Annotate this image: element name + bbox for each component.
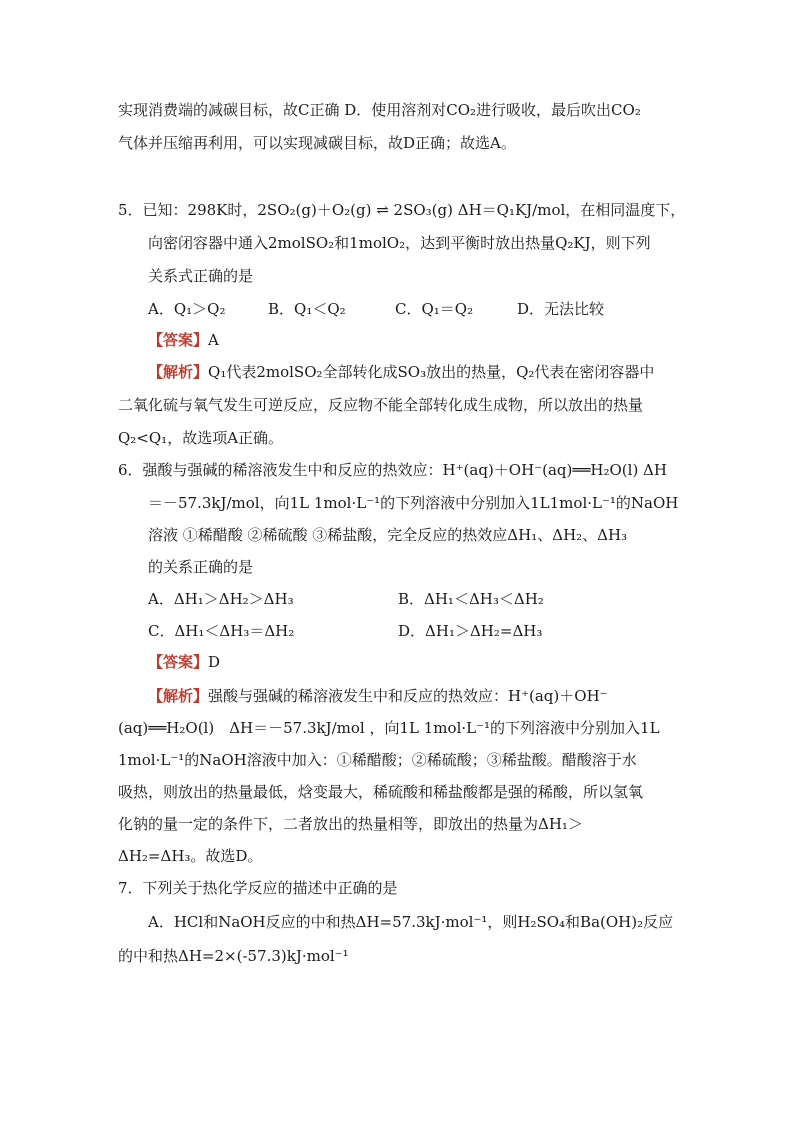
q6-analysis-line-3: 1mol·L⁻¹的NaOH溶液中加入：①稀醋酸；②稀硫酸；③稀盐酸。醋酸溶于水 — [118, 751, 637, 769]
answer-value: D — [208, 653, 221, 671]
q6-stem-line-2: ＝－57.3kJ/mol，向1L 1mol·L⁻¹的下列溶液中分别加入1L1mol·L⁻¹的NaOH — [148, 494, 679, 512]
q7-option-a-line-2: 的中和热ΔH=2×(-57.3)kJ·mol⁻¹ — [118, 947, 349, 965]
q6-analysis-line-1 — [148, 686, 608, 706]
answer-value: A — [208, 331, 219, 349]
answer-tag: 【答案】 — [148, 331, 209, 349]
analysis-text: Q₁代表2molSO₂全部转化成SO₃放出的热量，Q₂代表在密闭容器中 — [208, 363, 655, 381]
q6-option-c: C．ΔH₁＜ΔH₃＝ΔH₂ — [148, 622, 295, 640]
q5-option-c: C．Q₁＝Q₂ — [395, 300, 474, 318]
q6-analysis-line-5: 化钠的量一定的条件下，二者放出的热量相等，即放出的热量为ΔH₁＞ — [118, 815, 583, 833]
q5-option-b: B．Q₁＜Q₂ — [268, 300, 346, 318]
q6-option-d: D．ΔH₁＞ΔH₂=ΔH₃ — [398, 622, 543, 640]
q6-option-a: A．ΔH₁＞ΔH₂＞ΔH₃ — [148, 590, 294, 608]
q6-analysis-line-4: 吸热，则放出的热量最低，焓变最大，稀硫酸和稀盐酸都是强的稀酸，所以氢氧 — [118, 783, 644, 801]
q6-analysis-line-2: (aq)══H₂O(l) ΔH＝－57.3kJ/mol ，向1L 1mol·L⁻¹的下列溶液中分别加入1L — [118, 719, 660, 737]
analysis-text: 强酸与强碱的稀溶液发生中和反应的热效应：H⁺(aq)＋OH⁻ — [208, 687, 608, 705]
q5-option-a: A．Q₁＞Q₂ — [148, 300, 226, 318]
q5-stem-line-1: 5．已知：298K时，2SO₂(g)＋O₂(g) ⇌ 2SO₃(g) ΔH＝Q₁KJ/mol，在相同温度下， — [118, 201, 686, 219]
q6-stem-line-1: 6．强酸与强碱的稀溶液发生中和反应的热效应：H⁺(aq)＋OH⁻(aq)══H₂O(l) ΔH — [118, 461, 667, 479]
q6-analysis-line-6: ΔH₂=ΔH₃。故选D。 — [118, 847, 263, 865]
q5-analysis-line-1 — [148, 362, 654, 382]
q5-answer — [148, 330, 219, 350]
q5-analysis-line-3: Q₂<Q₁，故选项A正确。 — [118, 429, 284, 447]
analysis-tag: 【解析】 — [148, 687, 209, 705]
answer-tag: 【答案】 — [148, 653, 209, 671]
continuation-line-1: 实现消费端的减碳目标，故C正确 D．使用溶剂对CO₂进行吸收，最后吹出CO₂ — [118, 101, 641, 119]
continuation-line-2: 气体并压缩再利用，可以实现减碳目标，故D正确；故选A。 — [118, 134, 516, 152]
q5-stem-line-3: 关系式正确的是 — [148, 267, 254, 285]
q6-stem-line-4: 的关系正确的是 — [148, 558, 254, 576]
q6-answer — [148, 652, 220, 672]
q6-stem-line-3: 溶液 ①稀醋酸 ②稀硫酸 ③稀盐酸，完全反应的热效应ΔH₁、ΔH₂、ΔH₃ — [148, 526, 628, 544]
analysis-tag: 【解析】 — [148, 363, 209, 381]
q7-option-a-line-1: A．HCl和NaOH反应的中和热ΔH=57.3kJ·mol⁻¹，则H₂SO₄和Ba(OH)₂反应 — [148, 913, 674, 931]
q5-option-d: D．无法比较 — [517, 300, 605, 318]
q7-stem-line-1: 7．下列关于热化学反应的描述中正确的是 — [118, 879, 398, 897]
q5-analysis-line-2: 二氧化硫与氧气发生可逆反应，反应物不能全部转化成生成物，所以放出的热量 — [118, 396, 644, 414]
q6-option-b: B．ΔH₁＜ΔH₃＜ΔH₂ — [398, 590, 544, 608]
q5-stem-line-2: 向密闭容器中通入2molSO₂和1molO₂，达到平衡时放出热量Q₂KJ，则下列 — [148, 234, 651, 252]
